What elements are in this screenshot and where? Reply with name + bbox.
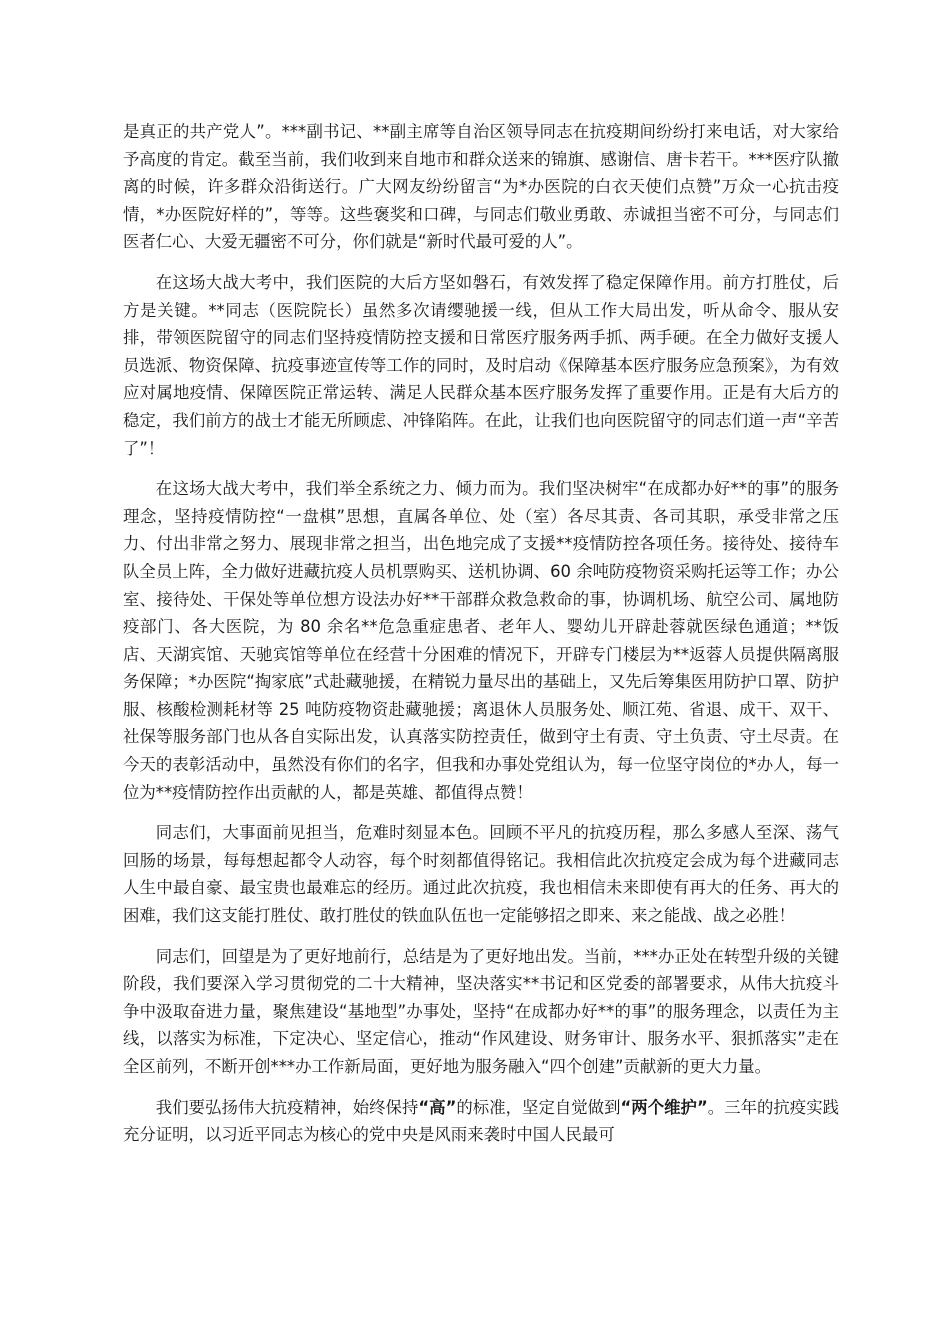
paragraph-2: 在这场大战大考中，我们医院的大后方坚如磐石，有效发挥了稳定保障作用。前方打胜仗，后方是关键。**同志（医院院长）虽然多次请缨驰援一线，但从工作大局出发，听从命令、服从安排，带领医院留守的同志们坚持疫情防控支援和日常医疗服务两手抓、两手硬。在全力做好支援人员选派、物资保障、抗疫事迹宣传等工作的同时，及时启动《保障基本医疗服务应急预案》，为有效应对属地疫情、保障医院正常运转、满足人民群众基本医疗服务发挥了重要作用。正是有大后方的稳定，我们前方的战士才能无所顾虑、冲锋陷阵。在此，让我们也向医院留守的同志们道一声“辛苦了”！	[123, 272, 839, 458]
paragraph-6-part-1: 我们要弘扬伟大抗疫精神，始终保持	[155, 1097, 419, 1117]
document-body	[123, 118, 839, 1149]
paragraph-6-part-3: 。三年的抗疫实践充分证明，以习近平同志为核心的党中央是风雨来袭时中国人民最可	[123, 1097, 840, 1145]
paragraph-5: 同志们，回望是为了更好地前行，总结是为了更好地出发。当前，***办正处在转型升级的关键阶段，我们要深入学习贯彻党的二十大精神，坚决落实**书记和区党委的部署要求，从伟大抗疫斗争中汲取奋进力量，聚焦建设“基地型”办事处，坚持“在成都办好**的事”的服务理念，以责任为主线，以落实为标准，下定决心、坚定信心，推动“作风建设、财务审计、服务水平、狠抓落实”走在全区前列，不断开创***办工作新局面，更好地为服务融入“四个创建”贡献新的更大力量。	[123, 946, 839, 1076]
paragraph-3: 在这场大战大考中，我们举全系统之力、倾力而为。我们坚决树牢“在成都办好**的事”的服务理念，坚持疫情防控“一盘棋”思想，直属各单位、处（室）各尽其责、各司其职，承受非常之压力、付出非常之努力、展现非常之担当，出色地完成了支援**疫情防控各项任务。接待处、接待车队全员上阵，全力做好进藏抗疫人员机票购买、送机协调、60 余吨防疫物资采购托运等工作；办公室、接待处、干保处等单位想方设法办好**干部群众救急救命的事，协调机场、航空公司、属地防疫部门、各大医院，为 80 余名**危急重症患者、老年人、婴幼儿开辟赴蓉就医绿色通道；**饭店、天湖宾馆、天驰宾馆等单位在经营十分困难的情况下，开辟专门楼层为**返蓉人员提供隔离服务保障；*办医院“掏家底”式赴藏驰援，在精锐力量尽出的基础上，又先后筹集医用防护口罩、防护服、核酸检测耗材等 25 吨防疫物资赴藏驰援；离退休人员服务处、顺江苑、省退、成干、双干、社保等服务部门也从各自实际出发，认真落实防控责任，做到守土有责、守土负责、守土尽责。在今天的表彰活动中，虽然没有你们的名字，但我和办事处党组认为，每一位坚守岗位的*办人，每一位为**疫情防控作出贡献的人，都是英雄、都值得点赞！	[123, 479, 839, 802]
paragraph-6	[123, 1094, 839, 1149]
paragraph-1: 是真正的共产党人”。***副书记、**副主席等自治区领导同志在抗疫期间纷纷打来电话，对大家给予高度的肯定。截至当前，我们收到来自地市和群众送来的锦旗、感谢信、唐卡若干。***医疗队撤离的时候，许多群众沿街送行。广大网友纷纷留言“为*办医院的白衣天使们点赞”万众一心抗击疫情，*办医院好样的”，等等。这些褒奖和口碑，与同志们敬业勇敢、赤诚担当密不可分，与同志们医者仁心、大爱无疆密不可分，你们就是“新时代最可爱的人”。	[123, 122, 839, 252]
paragraph-6-emphasis-1: “高”	[418, 1097, 457, 1117]
paragraph-4: 同志们，大事面前见担当，危难时刻显本色。回顾不平凡的抗疫历程，那么多感人至深、荡气回肠的场景，每每想起都令人动容，每个时刻都值得铭记。我相信此次抗疫定会成为每个进藏同志人生中最自豪、最宝贵也最难忘的经历。通过此次抗疫，我也相信未来即使有再大的任务、再大的困难，我们这支能打胜仗、敢打胜仗的铁血队伍也一定能够招之即来、来之能战、战之必胜！	[123, 823, 839, 926]
paragraph-6-part-2: 的标准，坚定自觉做到	[456, 1097, 621, 1117]
paragraph-6-emphasis-2: “两个维护”	[620, 1097, 708, 1117]
